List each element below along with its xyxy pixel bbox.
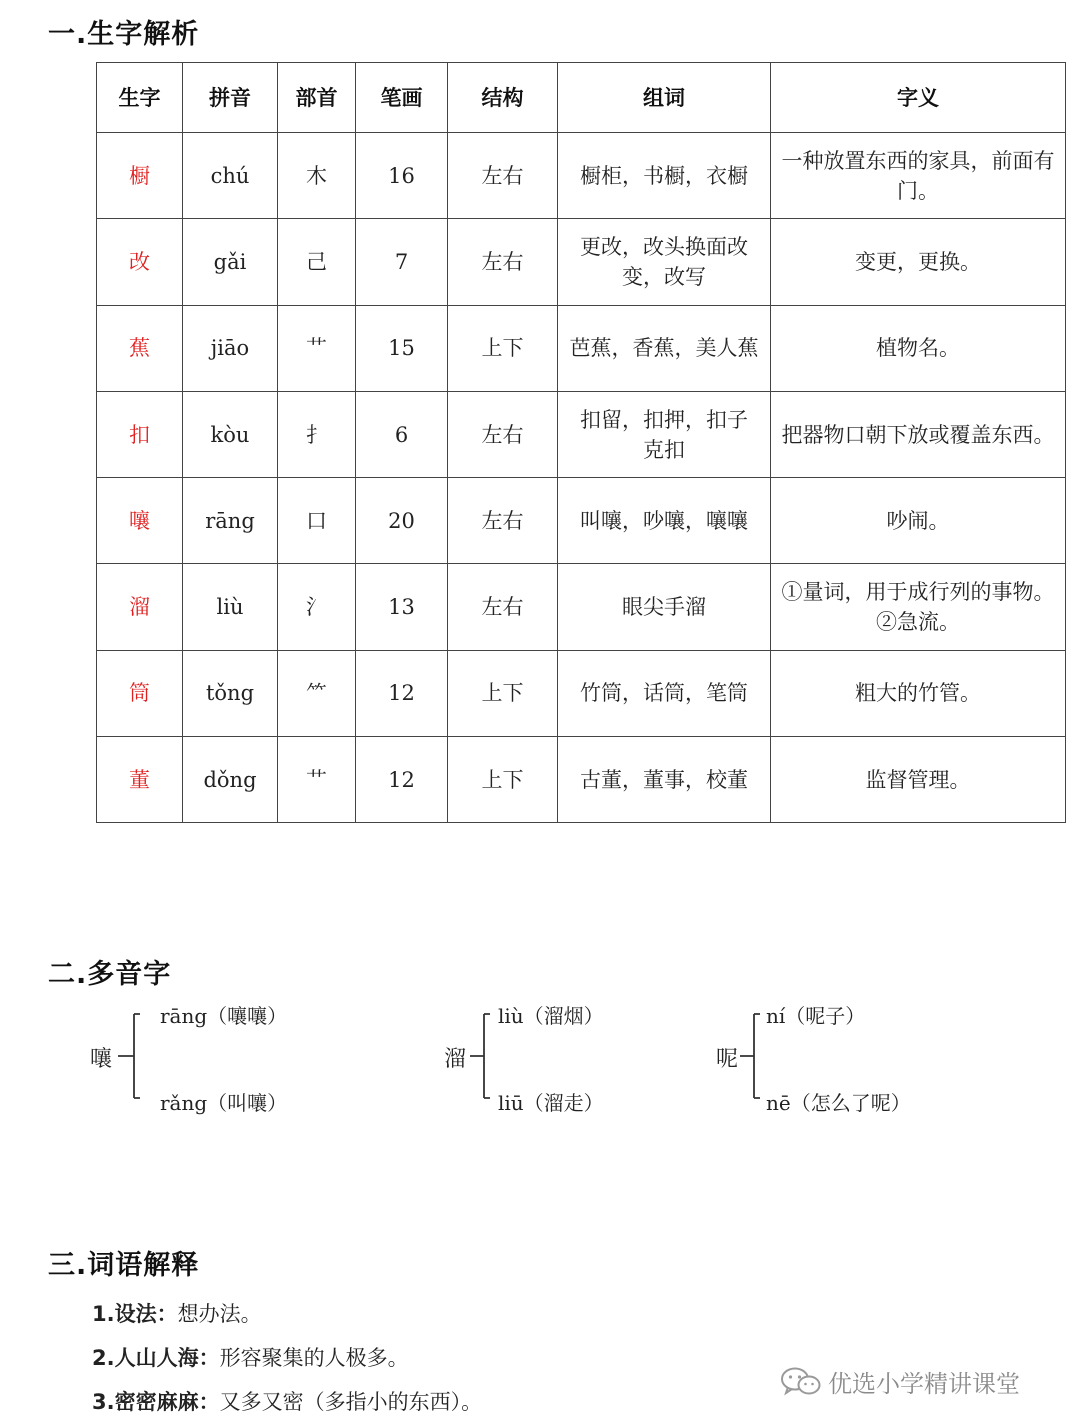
radical-cell: 木 (278, 133, 356, 219)
meaning-cell: 监督管理。 (771, 737, 1066, 823)
structure-cell: 上下 (448, 650, 558, 736)
header-cell: 拼音 (183, 63, 278, 133)
words-cell: 扣留，扣押，扣子克扣 (558, 391, 771, 477)
polyphone-char: 呢 (716, 1047, 739, 1072)
section-title-3: 三.词语解释 (48, 1250, 200, 1281)
polyphone-reading: liū（溜走） (498, 1091, 604, 1115)
header-cell: 笔画 (356, 63, 448, 133)
char-cell: 改 (97, 219, 183, 305)
meaning-cell: 粗大的竹管。 (771, 650, 1066, 736)
watermark-text: 优选小学精讲课堂 (828, 1370, 1020, 1398)
radical-cell: 己 (278, 219, 356, 305)
radical-cell: 氵 (278, 564, 356, 650)
words-cell: 古董，董事，校董 (558, 737, 771, 823)
table-row (97, 391, 1066, 477)
pinyin-cell: liù (183, 564, 278, 650)
character-table (96, 62, 1066, 823)
strokes-cell: 12 (356, 650, 448, 736)
meaning-cell: 一种放置东西的家具，前面有门。 (771, 133, 1066, 219)
polyphone-group (444, 996, 674, 1116)
polyphone-char: 嚷 (90, 1047, 113, 1072)
meaning-cell: ①量词，用于成行列的事物。②急流。 (771, 564, 1066, 650)
table-row (97, 650, 1066, 736)
polyphone-group (716, 996, 956, 1116)
table-row (97, 737, 1066, 823)
structure-cell: 上下 (448, 737, 558, 823)
char-cell: 溜 (97, 564, 183, 650)
structure-cell: 左右 (448, 564, 558, 650)
pinyin-cell: chú (183, 133, 278, 219)
meaning-cell: 把器物口朝下放或覆盖东西。 (771, 391, 1066, 477)
words-cell: 竹筒，话筒，笔筒 (558, 650, 771, 736)
char-cell: 扣 (97, 391, 183, 477)
structure-cell: 左右 (448, 391, 558, 477)
structure-cell: 左右 (448, 219, 558, 305)
char-cell: 橱 (97, 133, 183, 219)
char-cell: 蕉 (97, 305, 183, 391)
vocab-definition: 想办法。 (177, 1302, 262, 1326)
strokes-cell: 13 (356, 564, 448, 650)
watermark (780, 1362, 1052, 1402)
vocab-item (92, 1298, 262, 1328)
vocab-definition: 形容聚集的人极多。 (219, 1346, 409, 1370)
radical-cell: 口 (278, 478, 356, 564)
words-cell: 眼尖手溜 (558, 564, 771, 650)
strokes-cell: 12 (356, 737, 448, 823)
header-cell: 部首 (278, 63, 356, 133)
pinyin-cell: rāng (183, 478, 278, 564)
polyphone-reading: liù（溜烟） (498, 1004, 604, 1028)
words-cell: 橱柜，书橱，衣橱 (558, 133, 771, 219)
char-cell: 筒 (97, 650, 183, 736)
section-title-1: 一.生字解析 (48, 19, 200, 50)
meaning-cell: 变更，更换。 (771, 219, 1066, 305)
section-title-2: 二.多音字 (48, 959, 172, 990)
char-cell: 董 (97, 737, 183, 823)
strokes-cell: 7 (356, 219, 448, 305)
strokes-cell: 20 (356, 478, 448, 564)
table-row (97, 133, 1066, 219)
vocab-term: 2.人山人海： (92, 1346, 220, 1370)
polyphone-group (90, 996, 350, 1116)
table-row (97, 305, 1066, 391)
pinyin-cell: tǒng (183, 650, 278, 736)
meaning-cell: 植物名。 (771, 305, 1066, 391)
words-cell: 芭蕉，香蕉，美人蕉 (558, 305, 771, 391)
polyphone-reading: ní（呢子） (766, 1004, 866, 1028)
radical-cell: 艹 (278, 737, 356, 823)
structure-cell: 上下 (448, 305, 558, 391)
table-row (97, 564, 1066, 650)
table-row (97, 219, 1066, 305)
radical-cell: 扌 (278, 391, 356, 477)
polyphone-reading: rāng（嚷嚷） (160, 1004, 288, 1028)
structure-cell: 左右 (448, 133, 558, 219)
vocab-item (92, 1386, 482, 1416)
char-cell: 嚷 (97, 478, 183, 564)
words-cell: 叫嚷，吵嚷，嚷嚷 (558, 478, 771, 564)
polyphone-reading: nē（怎么了呢） (766, 1091, 911, 1115)
strokes-cell: 16 (356, 133, 448, 219)
words-cell: 更改，改头换面改变，改写 (558, 219, 771, 305)
pinyin-cell: kòu (183, 391, 278, 477)
vocab-term: 1.设法： (92, 1302, 178, 1326)
table-header-row (97, 63, 1066, 133)
radical-cell: ⺮ (278, 650, 356, 736)
wechat-icon (780, 1366, 822, 1398)
vocab-term: 3.密密麻麻： (92, 1390, 220, 1414)
pinyin-cell: dǒng (183, 737, 278, 823)
pinyin-cell: jiāo (183, 305, 278, 391)
polyphone-reading: rǎng（叫嚷） (160, 1091, 288, 1115)
header-cell: 字义 (771, 63, 1066, 133)
vocab-definition: 又多又密（多指小的东西）。 (219, 1390, 483, 1414)
radical-cell: 艹 (278, 305, 356, 391)
table-row (97, 478, 1066, 564)
meaning-cell: 吵闹。 (771, 478, 1066, 564)
pinyin-cell: gǎi (183, 219, 278, 305)
header-cell: 生字 (97, 63, 183, 133)
polyphone-char: 溜 (444, 1047, 467, 1072)
strokes-cell: 15 (356, 305, 448, 391)
vocab-item (92, 1342, 409, 1372)
header-cell: 组词 (558, 63, 771, 133)
strokes-cell: 6 (356, 391, 448, 477)
header-cell: 结构 (448, 63, 558, 133)
structure-cell: 左右 (448, 478, 558, 564)
